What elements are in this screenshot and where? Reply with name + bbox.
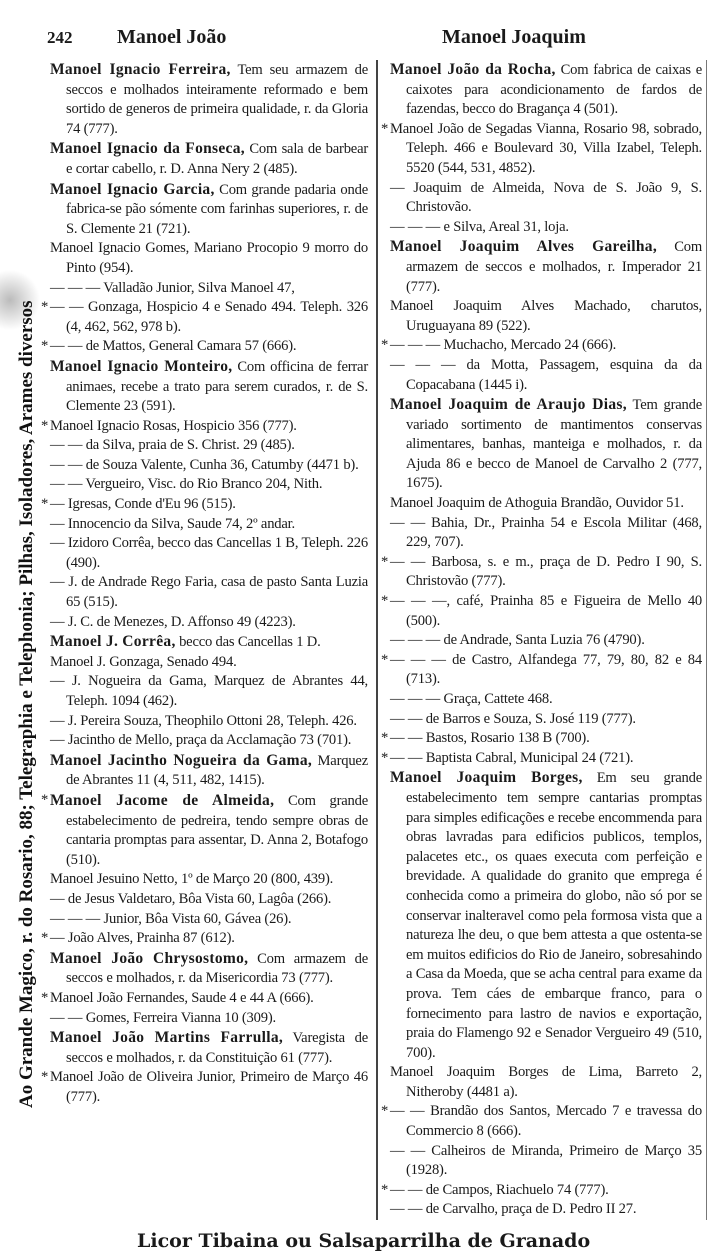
directory-entry [390,1200,702,1220]
entry-name: Manoel Ignacio [50,240,141,257]
directory-entry [381,120,702,179]
entry-name: — — —, [390,593,450,610]
directory-entry [50,279,368,299]
directory-entry [50,672,368,711]
entry-details: da Motta, Passagem, esquina da da Copacabana (1445 i). [406,356,702,393]
directory-entry [50,712,368,732]
entry-details: Tem grande variado sortimento de mantimentos conservas alimentares, banhas, manteiga e molhados, r. da Ajuda 86 e becco de Manoel de Carvalho 2 (777, 1675). [406,397,702,492]
entry-name: Manoel Joaquim Borges, [390,769,583,787]
directory-entry [390,297,702,336]
directory-entry [50,1009,368,1029]
entry-name: — — [50,338,83,355]
footer-advertisement: Licor Tibaina ou Salsaparrilha de Granado [137,1230,591,1252]
asterisk-mark: * [41,791,49,808]
entry-name: — — [390,749,423,766]
entry-details: Calheiros de Miranda, Primeiro de Março 35 (1928). [406,1142,702,1179]
directory-entry [41,989,368,1009]
directory-entry [41,929,368,949]
entry-details: Valladão Junior, Silva Manoel 47, [100,279,295,296]
entry-name: — — — [390,337,441,354]
entry-details: Brandão dos Santos, Mercado 7 e travessa do Commercio 8 (666). [406,1103,702,1140]
entry-details: de Carvalho, praça de D. Pedro II 27. [422,1201,637,1218]
asterisk-mark: * [41,417,49,434]
entry-name: — — [390,710,423,727]
entry-name: — — [390,1201,423,1218]
directory-entry [381,749,702,769]
directory-entry [390,218,702,238]
entry-details: Com grande padaria onde fabrica-se pão sómente com farinhas superiores, r. de S. Clemente 21 (721). [66,181,368,237]
entry-details: Em seu grande estabelecimento tem sempre cantarias promptas para simples edificações e recebe encommenda para obras lavradas para edificios publicos, templos, palacetes etc., os quaes executa com perfeição e brevidade. A qualidade do granito que emprega é conhecida como a primeira do globo, não só por se conservar inalteravel como pela formosa vista que a natureza lhe deu, o que bem attesta a que ostenta-se em muitos edificios do Rio de Janeiro, sobresahindo a Casa da Moeda, que se acha central para exame da prova. Tem cáes de embarque franco, para o fornecimento para lastro de navios e exportação, praia do Flamengo 92 e Senador Vergueiro 49 (510, 700). [406,770,702,1061]
directory-entry [50,613,368,633]
entry-name: — — [50,1009,83,1026]
directory-entry [390,710,702,730]
asterisk-mark: * [381,1181,389,1198]
entry-details: da Silva, praia de S. Christ. 29 (485). [82,437,295,454]
directory-entry [390,356,702,395]
entry-details: de Castro, Alfandega 77, 79, 80, 82 e 84 (713). [406,651,702,688]
directory-page [41,0,707,1252]
entry-details: Com armazem de seccos e molhados, r. Imperador 21 (777). [406,239,702,295]
entry-name: — [50,574,65,591]
directory-entry [390,395,702,494]
entry-name: Manoel Ignacio Garcia, [50,180,215,198]
directory-entry [50,515,368,535]
directory-entry [50,573,368,612]
entry-details: Tem seu armazem de seccos e molhados inteiramente reformado e bem sortido de generos de primeira qualidade, r. da Gloria 74 (777). [66,62,368,137]
directory-entry [50,653,368,673]
directory-entry [381,651,702,690]
entry-details: Igresas, Conde d'Eu 96 (515). [64,496,236,513]
directory-entry [50,870,368,890]
entry-details: Gonzaga, Senado 494. [105,653,237,670]
entry-details: Jacintho de Mello, praça da Acclamação 73 (701). [64,732,352,749]
entry-details: Varegista de seccos e molhados, r. da Constituição 61 (777). [66,1030,368,1066]
directory-entry [390,631,702,651]
entry-name: — — — [50,279,101,296]
entry-details: Alves Machado, charutos, Uruguayana 89 (522). [406,298,702,334]
entry-details: Muchacho, Mercado 24 (666). [440,337,617,354]
entry-details: Gomes, Mariano Procopio 9 morro do Pinto (954). [66,240,368,276]
directory-entry [381,592,703,631]
entry-name: Manoel Joaquim [390,298,502,315]
side-margin-banner [0,0,40,1140]
entry-details: Izidoro Corrêa, becco das Cancellas 1 B, Teleph. 226 (490). [64,535,368,571]
entry-name: Manoel Joaquim Alves Gareilha, [390,238,657,256]
entry-name: — [50,515,65,532]
entry-name: — [50,673,65,690]
entry-details: Com fabrica de caixas e caixotes para acondicionamento de fardos de fazendas, becco do Bragança 4 (501). [406,62,702,118]
directory-entry [381,553,702,592]
asterisk-mark: * [381,553,389,570]
entry-name: Manoel Joaquim [390,1064,495,1081]
entry-name: Manoel Joaquim [390,495,485,512]
entry-name: — [50,496,65,513]
running-header-left: Manoel João [117,26,227,48]
entry-details: Gomes, Ferreira Vianna 10 (309). [82,1009,276,1026]
entry-name: — — [390,1181,423,1198]
entry-name: — — — [390,356,456,373]
directory-entry [50,357,368,417]
directory-entry [381,1181,702,1201]
side-advertisement-text: Ao Grande Magico, r. do Rosario, 88; Telegraphia e Telephonia; Pilhas, Isoladores, Arames diversos [16,300,37,1108]
directory-entry [50,890,368,910]
entry-name: — — — [390,651,446,668]
directory-entry [50,949,368,989]
entry-details: Bahia, Dr., Prainha 54 e Escola Militar (468, 229, 707). [406,514,702,551]
entry-details: de Jesus Valdetaro, Bôa Vista 60, Lagôa (266). [64,890,332,907]
directory-entry [50,475,368,495]
entry-details: Gonzaga, Hospicio 4 e Senado 494. Teleph. 326 (4, 462, 562, 978 b). [66,299,368,335]
entry-name: — [50,535,65,552]
entry-details: J. C. de Menezes, D. Affonso 49 (4223). [64,613,296,630]
entry-details: Com grande estabelecimento de pedreira, tendo sempre obras de cantaria promptas para assentar, D. Anna 2, Botafogo (510). [66,792,368,868]
entry-name: Manoel João [50,989,123,1006]
entry-name: Manoel Ignacio Monteiro, [50,357,233,375]
directory-entry [50,1028,368,1068]
directory-entry [50,751,368,791]
entry-details: Fernandes, Saude 4 e 44 A (666). [122,989,314,1006]
directory-entry [390,494,702,514]
entry-name: — — [390,1142,426,1159]
running-header-right: Manoel Joaquim [442,26,586,48]
entry-details: Com armazem de seccos e molhados, r. da Misericordia 73 (777). [66,950,368,987]
entry-details: Borges de Lima, Barreto 2, Nitheroby (4481 a). [406,1064,702,1100]
directory-entry [50,139,368,179]
asterisk-mark: * [381,337,389,354]
entry-name: — — — [50,910,101,927]
asterisk-mark: * [381,593,389,610]
entry-details: Bastos, Rosario 138 B (700). [422,730,590,747]
entry-name: — — [390,514,425,531]
directory-entry [390,179,702,218]
entry-name: — — [390,553,426,570]
entry-details: de Athoguia Brandão, Ouvidor 51. [484,495,684,512]
entry-details: Vergueiro, Visc. do Rio Branco 204, Nith. [82,476,323,493]
asterisk-mark: * [41,338,49,355]
entry-details: Barbosa, s. e m., praça de D. Pedro I 90, S. Christovão (777). [406,553,702,590]
entry-name: Manoel Ignacio [50,417,140,434]
entry-name: Manoel J. Corrêa, [50,633,176,651]
entry-details: J. de Andrade Rego Faria, casa de pasto Santa Luzia 65 (515). [64,574,368,611]
asterisk-mark: * [381,651,389,668]
entry-name: — — — [390,632,441,649]
entry-details: de Mattos, General Camara 57 (666). [82,338,297,355]
directory-entry [41,417,368,437]
entry-details: Rosas, Hospicio 356 (777). [139,417,297,434]
asterisk-mark: * [41,1069,49,1086]
entry-details: de Andrade, Santa Luzia 76 (4790). [440,632,645,649]
entry-name: — [390,179,405,196]
right-column [378,60,707,1220]
entry-name: Manoel João [390,120,464,137]
directory-entry [41,791,368,870]
asterisk-mark: * [381,749,389,766]
entry-name: — [50,712,65,729]
asterisk-mark: * [381,120,389,137]
directory-entry [41,1068,368,1107]
entry-name: — — [390,1103,425,1120]
entry-details: café, Prainha 85 e Figueira de Mello 40 (500). [406,593,703,629]
entry-details: João Alves, Prainha 87 (612). [64,930,235,947]
directory-entry [381,336,702,356]
entry-details: Netto, 1º de Março 20 (800, 439). [139,871,334,888]
entry-details: Baptista Cabral, Municipal 24 (721). [422,749,634,766]
directory-entry [390,237,702,297]
entry-name: Manoel Jacintho Nogueira da Gama, [50,751,313,769]
directory-entry [41,298,368,337]
columns [41,60,707,1220]
directory-entry [41,495,368,515]
running-header [47,26,707,60]
entry-details: de Barros e Souza, S. José 119 (777). [422,710,636,727]
entry-name: — [50,613,65,630]
entry-name: Manoel J. [50,653,106,670]
entry-name: — [50,732,65,749]
entry-name: — [50,930,65,947]
entry-name: — — [390,730,423,747]
page-number: 242 [47,28,73,47]
entry-details: de Souza Valente, Cunha 36, Catumby (4471 b). [82,456,359,473]
directory-entry [50,60,368,139]
directory-entry [50,731,368,751]
entry-details: de Oliveira Junior, Primeiro de Março 46 (777). [66,1069,368,1105]
entry-name: Manoel Jesuino [50,871,140,888]
directory-entry [390,514,702,553]
entry-name: — — [50,299,84,316]
entry-details: de Campos, Riachuelo 74 (777). [422,1181,609,1198]
directory-entry [390,1142,702,1181]
asterisk-mark: * [41,299,49,316]
directory-entry [50,456,368,476]
directory-entry [50,534,368,573]
entry-details: Graça, Cattete 468. [440,691,553,707]
entry-name: Manoel João da Rocha, [390,61,556,78]
directory-entry [50,436,368,456]
entry-name: Manoel João Chrysostomo, [50,949,249,967]
entry-name: — — — [390,218,441,235]
directory-entry [50,632,368,653]
directory-entry [41,337,368,357]
asterisk-mark: * [41,989,49,1006]
entry-name: Manoel Joaquim de Araujo Dias, [390,396,627,414]
entry-name: — — [50,437,83,454]
entry-name: Manoel Ignacio Ferreira, [50,61,231,78]
directory-entry [50,180,368,240]
directory-entry [50,910,368,930]
asterisk-mark: * [381,730,389,747]
entry-details: Innocencio da Silva, Saude 74, 2º andar. [64,515,295,532]
directory-entry [390,690,702,710]
entry-details: becco das Cancellas 1 D. [175,634,321,651]
entry-details: e Silva, Areal 31, loja. [440,218,569,235]
entry-details: J. Pereira Souza, Theophilo Ottoni 28, Teleph. 426. [64,712,357,729]
entry-name: Manoel Ignacio da Fonseca, [50,140,245,158]
asterisk-mark: * [41,496,49,513]
entry-details: Com officina de ferrar animaes, recebe a trato para serem curados, r. de S. Clemente 23 (591). [66,358,368,415]
asterisk-mark: * [381,1103,389,1120]
entry-name: Manoel João Martins Farrulla, [50,1029,284,1047]
entry-details: Junior, Bôa Vista 60, Gávea (26). [100,910,292,927]
entry-name: — — — [390,691,441,707]
directory-entry [50,239,368,278]
entry-name: — — [50,456,83,473]
entry-name: — — [50,476,83,493]
entry-name: Manoel João [50,1069,124,1086]
directory-entry [390,1063,702,1102]
entry-details: J. Nogueira da Gama, Marquez de Abrantes 44, Teleph. 1094 (462). [64,673,368,709]
entry-details: de Segadas Vianna, Rosario 98, sobrado, Teleph. 466 e Boulevard 30, Villa Izabel, Teleph. 5520 (544, 531, 4852). [406,120,702,176]
directory-entry [381,729,702,749]
asterisk-mark: * [41,930,49,947]
entry-details: Marquez de Abrantes 11 (4, 511, 482, 1415). [66,752,368,789]
directory-entry [390,60,702,120]
entry-name: — [50,890,65,907]
left-column [41,60,378,1220]
entry-name: Manoel Jacome de Almeida, [50,791,275,809]
directory-entry [390,768,702,1063]
entry-details: Com sala de barbear e cortar cabello, r. D. Anna Nery 2 (485). [66,141,369,177]
entry-details: Joaquim de Almeida, Nova de S. João 9, S. Christovão. [404,179,702,216]
directory-entry [381,1102,702,1141]
